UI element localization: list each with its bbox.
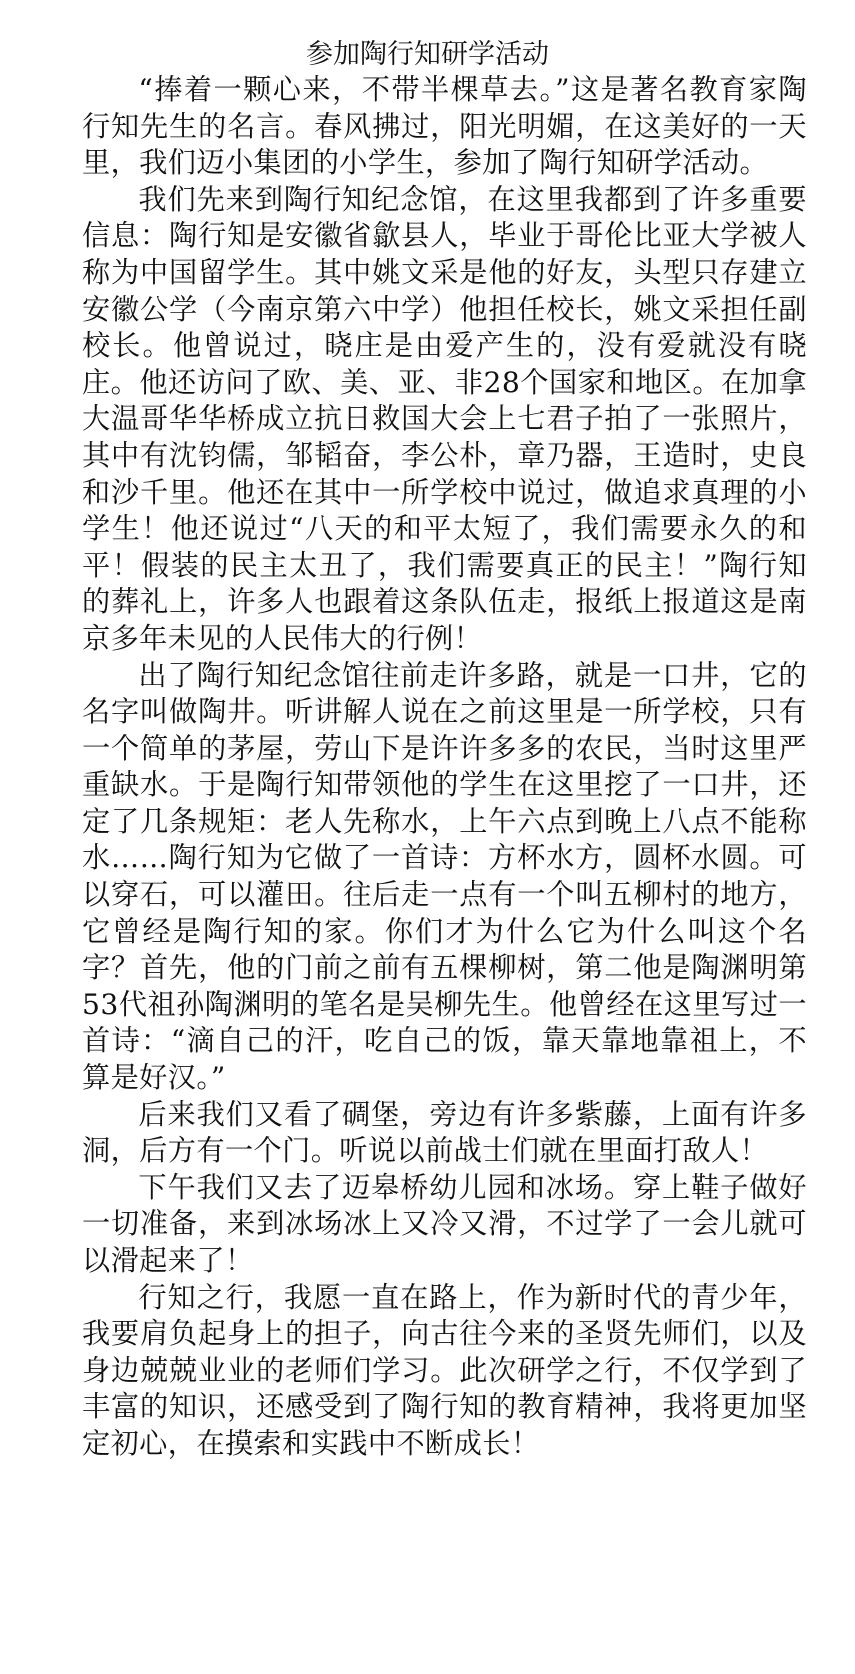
- paragraph-ice-rink: 下午我们又去了迈皋桥幼儿园和冰场。穿上鞋子做好一切准备，来到冰场冰上又冷又滑，不过学了一会儿就可以滑起来了！: [82, 1170, 807, 1277]
- paragraph-tao-well: 出了陶行知纪念馆往前走许多路，就是一口井，它的名字叫做陶井。听讲解人说在之前这里是一所学校，只有一个简单的茅屋，劳山下是许许多多的农民，当时这里严重缺水。于是陶行知带领他的学生在这里挖了一口井，还定了几条规矩：老人先称水，上午六点到晚上八点不能称水……陶行知为它做了一首诗：方杯水方，圆杯水圆。可以穿石，可以灌田。往后走一点有一个叫五柳村的地方，它曾经是陶行知的家。你们才为什么它为什么叫这个名字？首先，他的门前之前有五棵柳树，第二他是陶渊明第53代祖孙陶渊明的笔名是吴柳先生。他曾经在这里写过一首诗：“滴自己的汗，吃自己的饭，靠天靠地靠祖上，不算是好汉。”: [82, 658, 807, 1095]
- document-title: 参加陶行知研学活动: [306, 39, 549, 70]
- paragraph-intro: “捧着一颗心来，不带半棵草去。”这是著名教育家陶行知先生的名言。春风拂过，阳光明媚，在这美好的一天里，我们迈小集团的小学生，参加了陶行知研学活动。: [82, 73, 807, 180]
- paragraph-memorial-hall: 我们先来到陶行知纪念馆，在这里我都到了许多重要信息：陶行知是安徽省歙县人，毕业于哥伦比亚大学被人称为中国留学生。其中姚文采是他的好友，头型只存建立安徽公学（今南京第六中学）他担任校长，姚文采担任副校长。他曾说过，晓庄是由爱产生的，没有爱就没有晓庄。他还访问了欧、美、亚、非28个国家和地区。在加拿大温哥华华桥成立抗日救国大会上七君子拍了一张照片，其中有沈钧儒，邹韬奋，李公朴，章乃器，王造时，史良和沙千里。他还在其中一所学校中说过，做追求真理的小学生！他还说过“八天的和平太短了，我们需要永久的和平！假装的民主太丑了，我们需要真正的民主！”陶行知的葬礼上，许多人也跟着这条队伍走，报纸上报道这是南京多年未见的人民伟大的行例！: [82, 182, 807, 655]
- paragraph-conclusion: 行知之行，我愿一直在路上，作为新时代的青少年，我要肩负起身上的担子，向古往今来的圣贤先师们，以及身边兢兢业业的老师们学习。此次研学之行，不仅学到了丰富的知识，还感受到了陶行知的教育精神，我将更加坚定初心，在摸索和实践中不断成长！: [82, 1280, 807, 1460]
- paragraph-blockhouse: 后来我们又看了碉堡，旁边有许多紫藤，上面有许多洞，后方有一个门。听说以前战士们就在里面打敌人！: [82, 1097, 807, 1168]
